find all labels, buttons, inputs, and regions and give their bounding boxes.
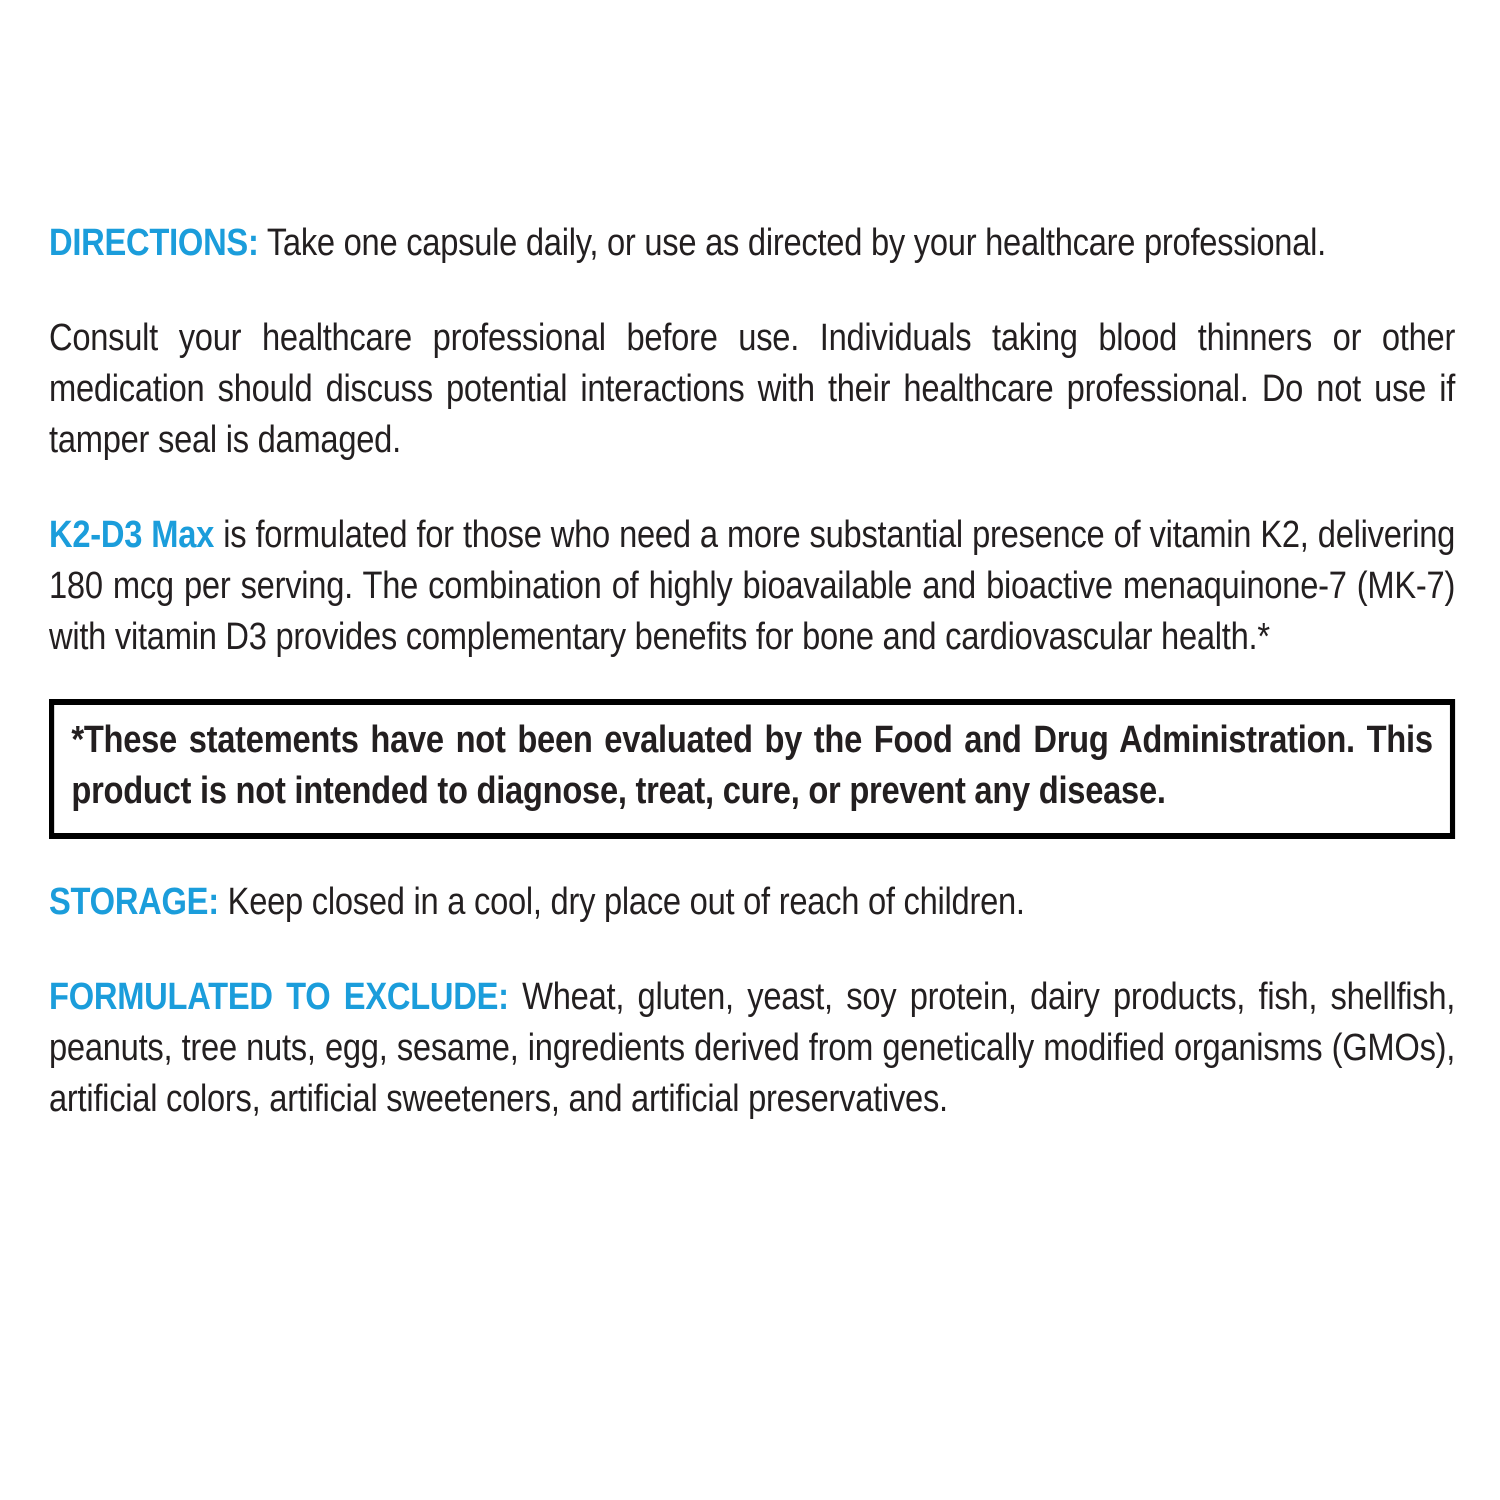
directions-section	[49, 218, 1455, 269]
product-description-section	[49, 510, 1455, 663]
storage-text: Keep closed in a cool, dry place out of reach of children.	[227, 881, 1025, 923]
storage-heading: STORAGE:	[49, 881, 219, 923]
fda-disclaimer-box	[49, 699, 1455, 839]
product-name: K2-D3 Max	[49, 514, 215, 556]
directions-heading: DIRECTIONS:	[49, 222, 259, 264]
formulated-to-exclude-text: Wheat, gluten, yeast, soy protein, dairy products, fish, shellfish, peanuts, tree nuts, egg, sesame, ingredients derived from genetically modified organisms (GMOs), artificial colors, artificial sweeteners, and artificial preservatives.	[49, 976, 1456, 1120]
fda-disclaimer-text: *These statements have not been evaluated by the Food and Drug Administration. This product is not intended to diagnose, treat, cure, or prevent any disease.	[71, 719, 1433, 812]
storage-section	[49, 877, 1455, 928]
precautions-text: Consult your healthcare professional before use. Individuals taking blood thinners or other medication should discuss potential interactions with their healthcare professional. Do not use if tamper seal is damaged.	[49, 317, 1456, 461]
product-description-text: is formulated for those who need a more substantial presence of vitamin K2, delivering 180 mcg per serving. The combination of highly bioavailable and bioactive menaquinone-7 (MK-7) with vitamin D3 provides complementary benefits for bone and cardiovascular health.*	[49, 514, 1456, 658]
supplement-label-panel	[49, 218, 1455, 1125]
directions-text: Take one capsule daily, or use as directed by your healthcare professional.	[266, 222, 1326, 264]
precautions-section	[49, 313, 1455, 466]
formulated-to-exclude-heading: FORMULATED TO EXCLUDE:	[49, 976, 509, 1018]
formulated-to-exclude-section	[49, 972, 1455, 1125]
